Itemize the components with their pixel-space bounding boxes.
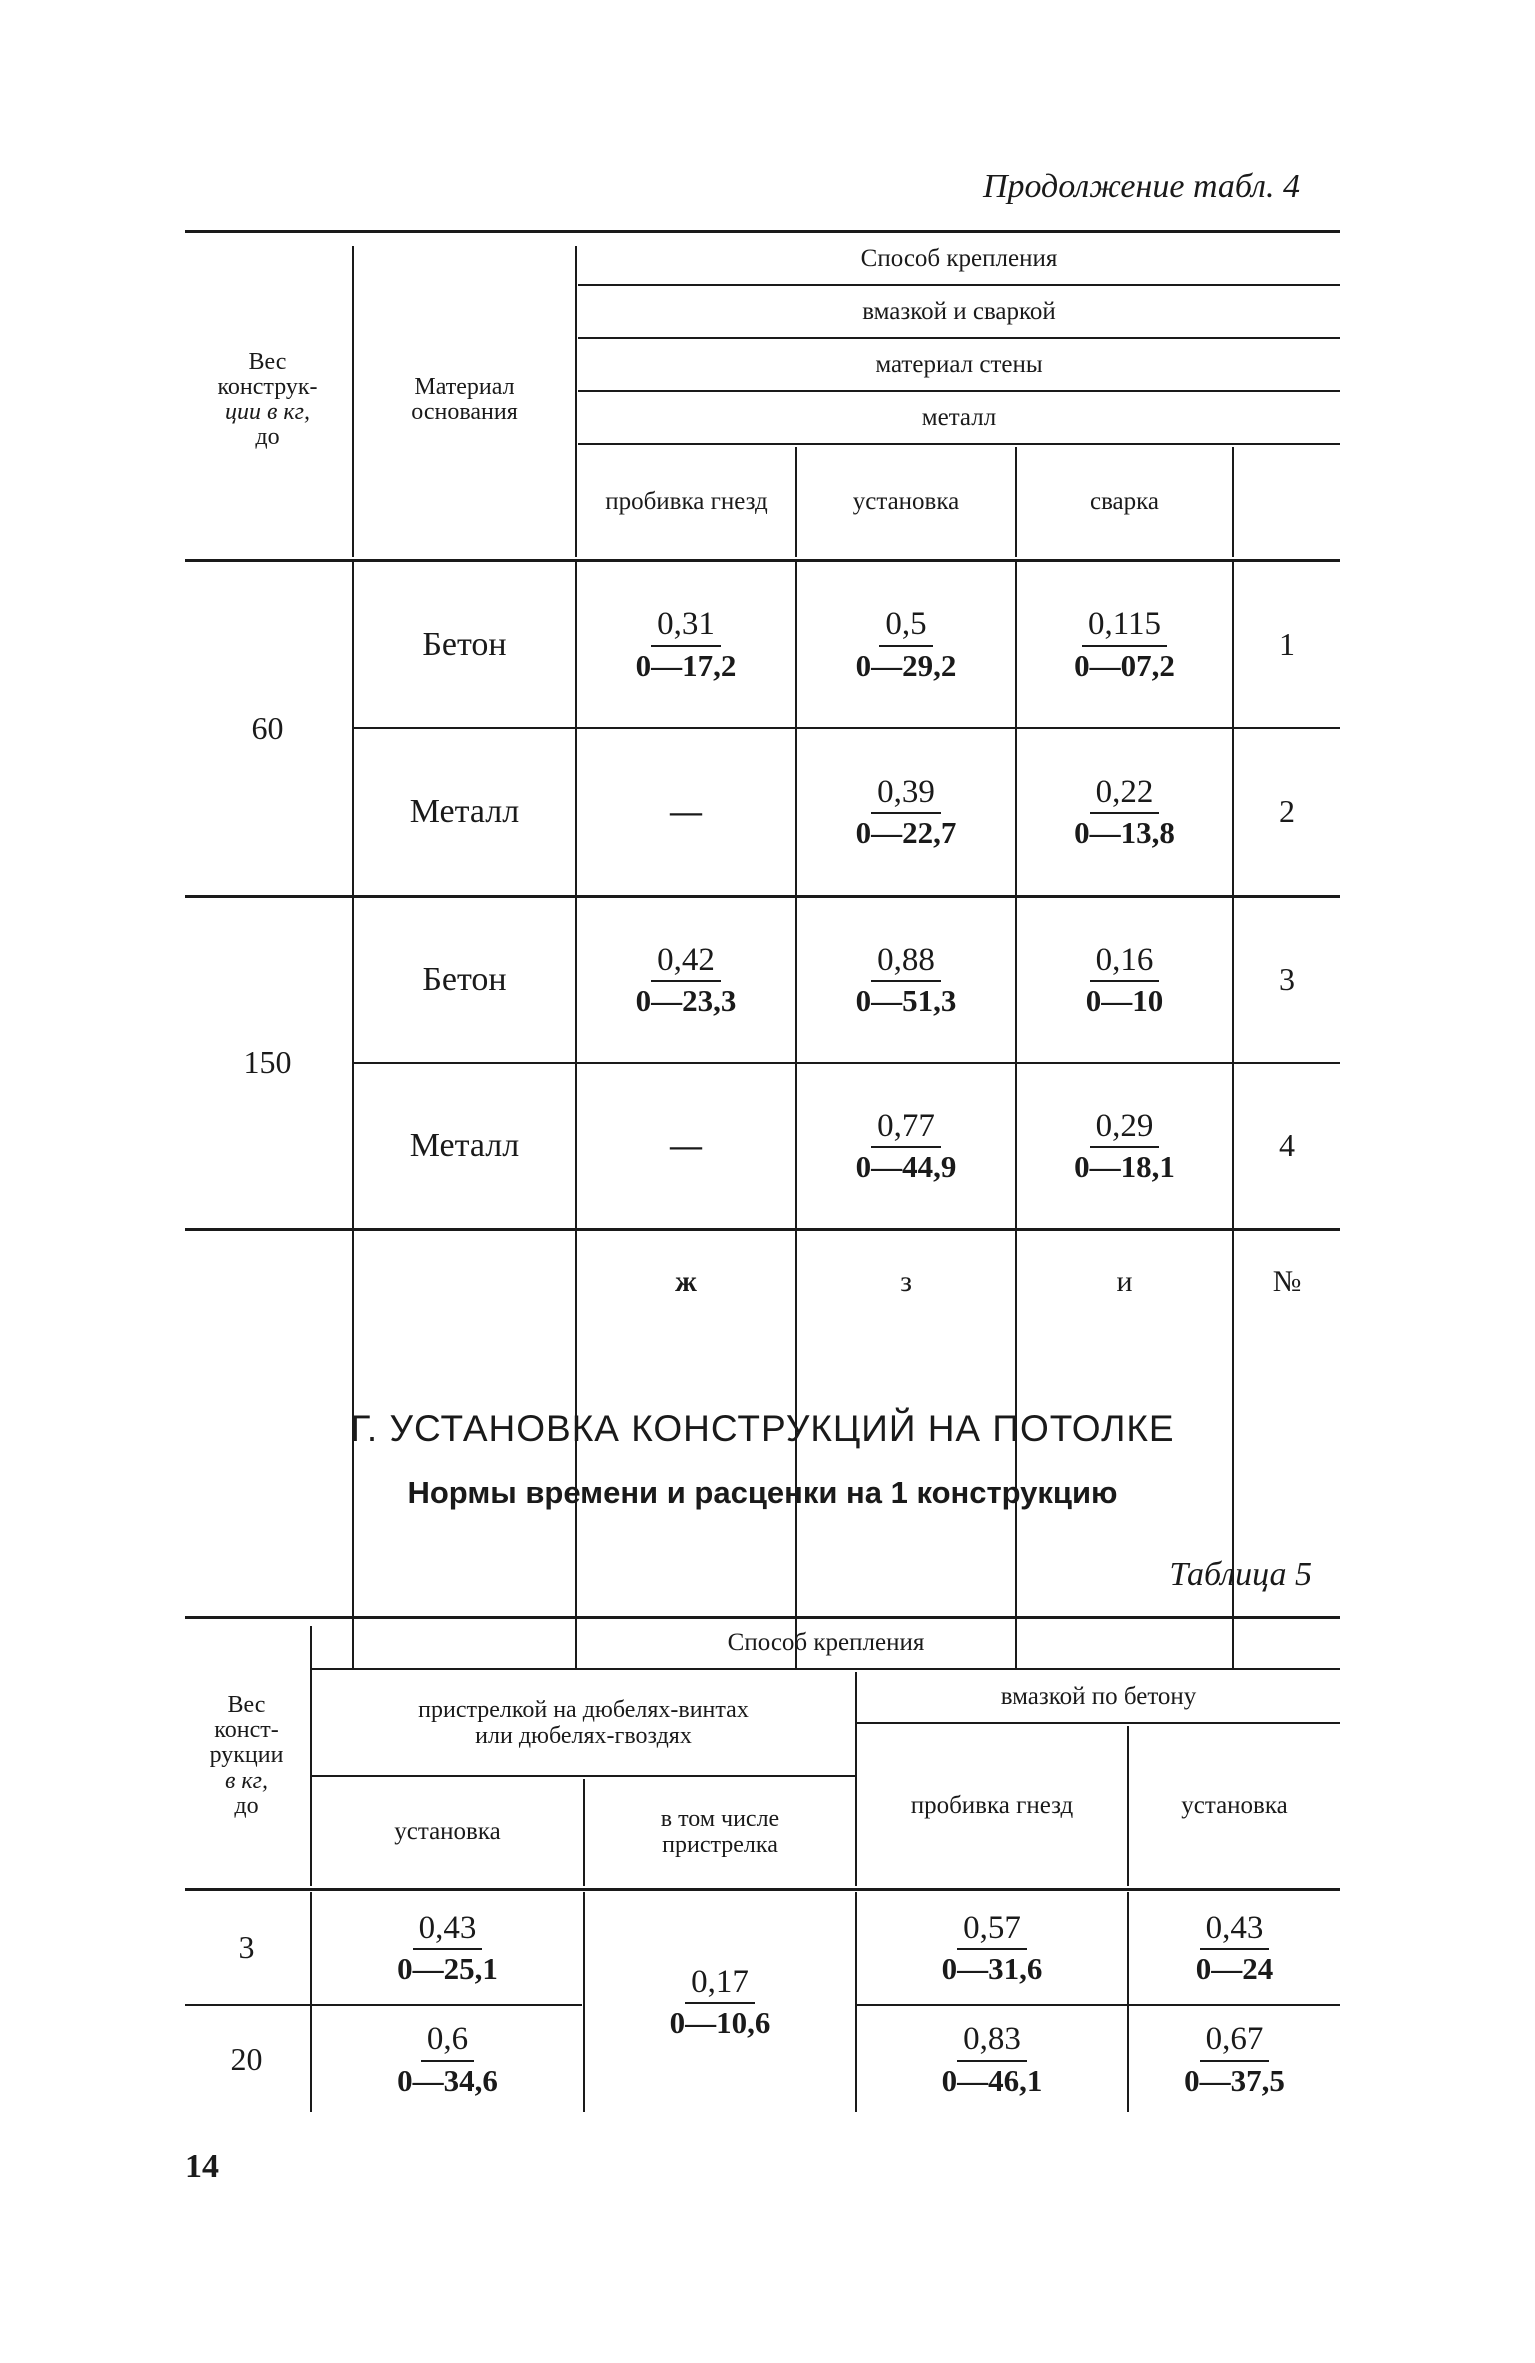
header-col-install2: установка <box>1181 1791 1288 1819</box>
header-wall-type: металл <box>921 403 997 431</box>
header-col-install: установка <box>394 1818 501 1846</box>
weight-cell: 150 <box>243 1044 292 1081</box>
section-title: Г. УСТАНОВКА КОНСТРУКЦИЙ НА ПОТОЛКЕ <box>350 1408 1175 1449</box>
header-weight: Вес конст- рукции в кг, до <box>209 1692 284 1819</box>
header-material: Материал основания <box>411 373 518 425</box>
value-cell: $\frac{0,88}{0—51,3}$ <box>855 941 957 1019</box>
row-number: 4 <box>1279 1127 1295 1164</box>
material-cell: Бетон <box>422 625 507 663</box>
section-subtitle: Нормы времени и расценки на 1 конструкцию <box>407 1475 1118 1510</box>
weight-cell: 60 <box>251 709 284 746</box>
column-letter: з <box>900 1265 912 1299</box>
row-number: 1 <box>1279 625 1295 662</box>
value-cell: $\frac{0,6}{0—34,6}$ <box>397 2021 498 2098</box>
row-number: 3 <box>1279 961 1295 998</box>
value-cell: $\frac{0,16}{0—10}$ <box>1085 941 1164 1019</box>
header-col-i: сварка <box>1089 487 1160 515</box>
value-cell: $\frac{0,5}{0—29,2}$ <box>855 606 957 683</box>
dash-cell: — <box>670 1127 702 1164</box>
value-cell: $\frac{0,22}{0—13,8}$ <box>1074 773 1175 851</box>
material-cell: Металл <box>409 793 520 831</box>
column-letter: № <box>1272 1265 1302 1299</box>
header-col-zh: пробивка гнезд <box>605 487 768 515</box>
header-method: Способ крепления <box>727 1629 925 1657</box>
value-cell: $\frac{0,43}{0—25,1}$ <box>397 1909 498 1987</box>
header-weight: Вес конструк- ции в кг, до <box>217 348 318 451</box>
value-cell: $\frac{0,39}{0—22,7}$ <box>855 773 957 851</box>
column-letter: ж <box>675 1265 697 1299</box>
material-cell: Бетон <box>422 961 507 999</box>
page-number: 14 <box>185 2148 219 2185</box>
dash-cell: — <box>670 793 702 830</box>
value-cell: $\frac{0,42}{0—23,3}$ <box>635 941 737 1019</box>
value-cell: $\frac{0,31}{0—17,2}$ <box>635 606 737 683</box>
row-number: 2 <box>1279 793 1295 830</box>
value-cell: $\frac{0,43}{0—24}$ <box>1195 1909 1274 1987</box>
weight-cell: 3 <box>238 1929 255 1966</box>
table-caption: Таблица 5 <box>1169 1556 1312 1593</box>
header-method: Способ крепления <box>860 244 1058 272</box>
header-col-incl: в том числе пристрелка <box>660 1806 780 1858</box>
value-cell: $\frac{0,77}{0—44,9}$ <box>855 1107 957 1185</box>
value-cell: $\frac{0,29}{0—18,1}$ <box>1074 1107 1175 1185</box>
value-cell: $\frac{0,115}{0—07,2}$ <box>1074 606 1175 683</box>
header-col-drill: пробивка гнезд <box>910 1791 1074 1819</box>
value-cell: $\frac{0,83}{0—46,1}$ <box>941 2021 1043 2098</box>
header-wall: материал стены <box>875 350 1043 378</box>
header-group-dowels: пристрелкой на дюбелях-винтах или дюбелях-гвоздях <box>418 1697 749 1749</box>
material-cell: Металл <box>409 1127 520 1165</box>
header-col-z: установка <box>852 487 960 515</box>
shared-value-cell: $\frac{0,17}{0—10,6}$ <box>669 1963 771 2041</box>
weight-cell: 20 <box>230 2040 263 2077</box>
column-letter: и <box>1116 1265 1133 1299</box>
value-cell: $\frac{0,67}{0—37,5}$ <box>1184 2021 1285 2098</box>
continuation-caption: Продолжение табл. 4 <box>982 168 1300 205</box>
value-cell: $\frac{0,57}{0—31,6}$ <box>941 1909 1043 1987</box>
header-group-concrete: вмазкой по бетону <box>1000 1682 1197 1710</box>
header-submethod: вмазкой и сваркой <box>862 297 1056 325</box>
